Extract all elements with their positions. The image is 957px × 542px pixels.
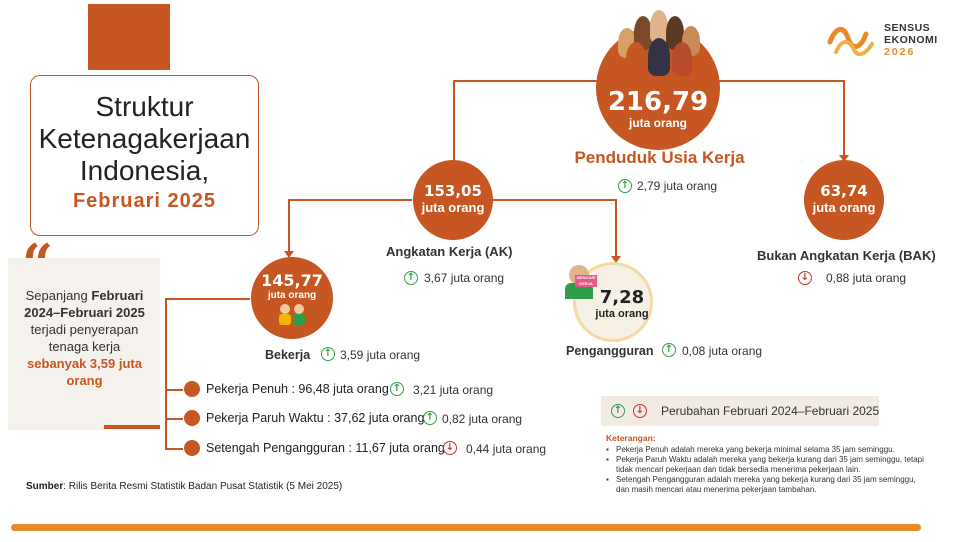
- ak-circle: [413, 160, 493, 240]
- sub-item-label: Pekerja Penuh : 96,48 juta orang: [206, 382, 389, 396]
- page-title-date: Februari 2025: [72, 190, 217, 212]
- note-item: ▪ Pekerja Paruh Waktu adalah mereka yang bekerja kurang dari 35 jam seminggu, tetapi tidak mencari pekerjaan dan tidak bersedia menerima pekerjaan lain.: [606, 455, 924, 474]
- source-text: [26, 481, 342, 492]
- ak-change: 3,67 juta orang: [424, 271, 505, 285]
- bak-value: 63,74: [820, 182, 868, 200]
- arrow-up-circle-icon: ↑: [662, 343, 676, 357]
- bekerja-value: 145,77: [261, 271, 323, 290]
- penduduk-value-block: [596, 88, 720, 130]
- connector-top-right: [694, 80, 844, 82]
- quote-line1a: Sepanjang: [25, 288, 92, 303]
- bracket-vertical: [165, 298, 167, 448]
- ak-label: Angkatan Kerja (AK): [386, 244, 513, 259]
- arrow-up-circle-icon: ↑: [611, 404, 625, 418]
- quote-line4: tenaga kerja: [48, 339, 121, 354]
- bekerja-label: Bekerja: [265, 348, 311, 362]
- note-item: ▪ Pekerja Penuh adalah mereka yang bekerja minimal selama 35 jam seminggu.: [606, 445, 895, 454]
- quote-line6: orang: [66, 373, 103, 388]
- bracket-item1: [165, 389, 183, 391]
- arrow-down-circle-icon: ↓: [798, 271, 812, 285]
- job-seeker-icon: [565, 265, 595, 301]
- connector-ak-right: [492, 199, 616, 201]
- arrow-up-circle-icon: ↑: [390, 382, 404, 396]
- quote-mark-icon: “: [22, 232, 54, 296]
- pengangguran-change: 0,08 juta orang: [682, 344, 763, 358]
- bekerja-unit: juta orang: [267, 290, 317, 301]
- sub-item-label: Setengah Pengangguran : 11,67 juta orang: [206, 441, 445, 455]
- sub-item-change: 3,21 juta orang: [413, 383, 494, 397]
- brand-logo: [826, 20, 941, 62]
- connector-ak-right-drop: [615, 199, 617, 259]
- list-item-dot: [184, 440, 200, 456]
- bak-change: 0,88 juta orang: [826, 271, 907, 285]
- ak-unit: juta orang: [421, 200, 485, 215]
- bracket-item2: [165, 418, 183, 420]
- decorative-bar: [88, 4, 170, 70]
- pengangguran-label: Pengangguran: [566, 344, 654, 358]
- quote-underline: [104, 425, 160, 429]
- list-item-dot: [184, 381, 200, 397]
- sub-item-change: 0,82 juta orang: [442, 412, 523, 426]
- bak-label: Bukan Angkatan Kerja (BAK): [757, 248, 936, 263]
- connector-top-right-drop: [843, 80, 845, 158]
- sensus-ekonomi-logo-icon: [826, 20, 876, 60]
- connector-ak-left: [288, 199, 412, 201]
- sub-item-change: 0,44 juta orang: [466, 442, 547, 456]
- quote-line1b: Februari: [91, 288, 144, 303]
- ak-value: 153,05: [424, 182, 482, 200]
- penduduk-value: 216,79: [607, 87, 709, 117]
- notes-box: [606, 433, 926, 495]
- notes-title: Keterangan:: [606, 433, 656, 443]
- bak-unit: juta orang: [812, 200, 876, 215]
- bracket-item3: [165, 448, 183, 450]
- connector-ak-left-drop: [288, 199, 290, 254]
- quote-text: [12, 287, 157, 389]
- bak-circle: [804, 160, 884, 240]
- source-detail: : Rilis Berita Resmi Statistik Badan Pusat Statistik (5 Mei 2025): [63, 481, 343, 492]
- page-title-line1: Struktur: [95, 91, 194, 122]
- note-item: ▪ Setengah Pengangguran adalah mereka yang bekerja kurang dari 35 jam seminggu, dan masih mencari atau menerima pekerjaan tambahan.: [606, 475, 916, 494]
- quote-line3: terjadi penyerapan: [30, 322, 139, 337]
- title-box: [30, 75, 259, 236]
- brand-line2: EKONOMI: [884, 34, 938, 46]
- bekerja-circle: [251, 257, 333, 339]
- quote-line2: 2024–Februari 2025: [24, 305, 145, 320]
- people-crowd-illustration: [610, 8, 710, 78]
- penduduk-label: Penduduk Usia Kerja: [574, 148, 745, 167]
- penduduk-unit: juta orang: [628, 116, 687, 130]
- connector-top-left-drop: [453, 80, 455, 165]
- brand-line1: SENSUS: [884, 22, 931, 34]
- arrow-up-circle-icon: ↑: [618, 179, 632, 193]
- legend-box: [601, 396, 879, 426]
- arrow-up-circle-icon: ↑: [321, 347, 335, 361]
- bekerja-change: 3,59 juta orang: [340, 348, 421, 362]
- bottom-bar: [11, 524, 921, 531]
- legend-text: Perubahan Februari 2024–Februari 2025: [661, 404, 880, 418]
- job-sign: MENCARI KERJA: [576, 275, 596, 286]
- pengangguran-unit: juta orang: [595, 308, 649, 320]
- arrow-up-circle-icon: ↑: [404, 271, 418, 285]
- page-title-line3: Indonesia,: [79, 155, 210, 186]
- connector-top-left: [453, 80, 601, 82]
- workers-icon: [272, 303, 312, 325]
- arrow-down-circle-icon: ↓: [633, 404, 647, 418]
- penduduk-change: 2,79 juta orang: [637, 179, 718, 193]
- sub-item-label: Pekerja Paruh Waktu : 37,62 juta orang: [206, 411, 425, 425]
- pengangguran-value: 7,28: [599, 287, 645, 308]
- arrow-up-circle-icon: ↑: [423, 411, 437, 425]
- source-label: Sumber: [26, 481, 64, 492]
- page-title-line2: Ketenagakerjaan: [38, 123, 251, 154]
- list-item-dot: [184, 410, 200, 426]
- arrow-down-circle-icon: ↓: [443, 441, 457, 455]
- quote-line5: sebanyak 3,59 juta: [27, 356, 142, 371]
- bracket-top: [165, 298, 250, 300]
- brand-year: 2026: [884, 46, 916, 58]
